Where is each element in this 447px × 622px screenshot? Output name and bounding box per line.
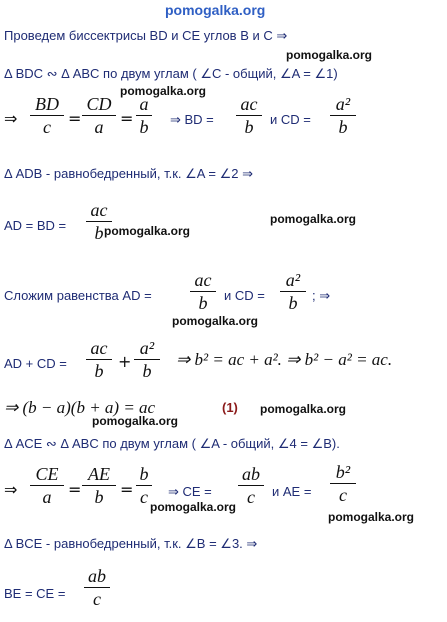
denominator: a <box>42 487 52 507</box>
denominator: c <box>140 487 148 507</box>
text-fragment: ; ⇒ <box>312 288 331 303</box>
watermark: pomogalka.org <box>270 212 357 226</box>
fraction-a2-b <box>280 270 306 313</box>
denominator: b <box>94 487 104 507</box>
fraction-a2-b <box>134 338 160 381</box>
denominator: b <box>142 361 152 381</box>
watermark: pomogalka.org <box>120 84 207 98</box>
text-fragment: BE = CE = <box>4 586 66 601</box>
denominator: c <box>93 589 101 609</box>
numerator: CE <box>35 464 59 484</box>
fraction-ab-c <box>84 566 110 609</box>
denominator: a <box>94 117 104 137</box>
fraction-b2-c <box>330 462 356 505</box>
implies-symbol: ⇒ <box>4 480 18 499</box>
denominator: c <box>339 485 347 505</box>
fraction-bd-c <box>30 94 64 137</box>
text-fragment: AD + CD = <box>4 356 67 371</box>
fraction-ab-c <box>238 464 264 507</box>
denominator: b <box>338 117 348 137</box>
watermark: pomogalka.org <box>328 510 415 524</box>
text-fragment: и AE = <box>272 484 312 499</box>
fraction-ac-b <box>236 94 262 137</box>
numerator: ac <box>90 200 108 220</box>
text-line-2: Δ BDC ∾ Δ ABC по двум углам ( ∠C - общий, ∠A = ∠1) <box>4 66 338 81</box>
fraction-a2-b <box>330 94 356 137</box>
implies-symbol: ⇒ <box>4 109 18 128</box>
watermark: pomogalka.org <box>150 500 237 514</box>
fraction-ac-b <box>190 270 216 313</box>
denominator: b <box>244 117 254 137</box>
text-line-9: Δ ACE ∾ Δ ABC по двум углам ( ∠A - общий, ∠4 = ∠B). <box>4 436 340 451</box>
numerator: ab <box>242 464 260 484</box>
numerator: AE <box>88 464 110 484</box>
text-fragment: ⇒ CE = <box>168 484 212 499</box>
site-title: pomogalka.org <box>165 2 266 18</box>
numerator: a² <box>335 94 351 114</box>
numerator: BD <box>35 94 59 114</box>
watermark: pomogalka.org <box>104 224 191 238</box>
denominator: b <box>94 361 104 381</box>
watermark: pomogalka.org <box>286 48 373 62</box>
fraction-ce-a <box>30 464 64 507</box>
numerator: ab <box>88 566 106 586</box>
equals: = <box>68 480 82 499</box>
denominator: b <box>139 117 149 137</box>
text-line-11: Δ BCE - равнобедренный, т.к. ∠B = ∠3. ⇒ <box>4 536 258 551</box>
equation: ⇒ b² = ac + a². ⇒ b² − a² = ac. <box>176 350 393 369</box>
text-line-4: Δ ADB - равнобедренный, т.к. ∠A = ∠2 ⇒ <box>4 166 253 181</box>
denominator: b <box>198 293 208 313</box>
text-line-1: Проведем биссектрисы BD и CE углов B и C ⇒ <box>4 28 288 43</box>
equals: = <box>68 109 82 128</box>
fraction-cd-a <box>82 94 116 137</box>
numerator: a <box>139 94 149 114</box>
text-fragment: и CD = <box>270 112 311 127</box>
denominator: c <box>43 117 51 137</box>
text-fragment: ⇒ BD = <box>170 112 214 127</box>
watermark: pomogalka.org <box>260 402 347 416</box>
watermark: pomogalka.org <box>92 414 179 428</box>
equals: = <box>120 109 134 128</box>
equation-number: (1) <box>222 400 238 415</box>
numerator: ac <box>240 94 258 114</box>
equals: = <box>120 480 134 499</box>
numerator: a² <box>285 270 301 290</box>
watermark: pomogalka.org <box>172 314 259 328</box>
equation: ⇒ (b − a)(b + a) = ac <box>4 398 156 417</box>
text-fragment: Сложим равенства AD = <box>4 288 152 303</box>
fraction-ae-b <box>82 464 116 507</box>
numerator: ac <box>194 270 212 290</box>
denominator: c <box>247 487 255 507</box>
text-fragment: AD = BD = <box>4 218 67 233</box>
denominator: b <box>288 293 298 313</box>
fraction-a-b <box>136 94 152 137</box>
numerator: a² <box>139 338 155 358</box>
numerator: ac <box>90 338 108 358</box>
fraction-ac-b <box>86 338 112 381</box>
denominator: b <box>94 223 104 243</box>
plus-sign: + <box>118 352 132 371</box>
numerator: b² <box>335 462 351 482</box>
numerator: CD <box>86 94 112 114</box>
numerator: b <box>139 464 149 484</box>
text-fragment: и CD = <box>224 288 265 303</box>
